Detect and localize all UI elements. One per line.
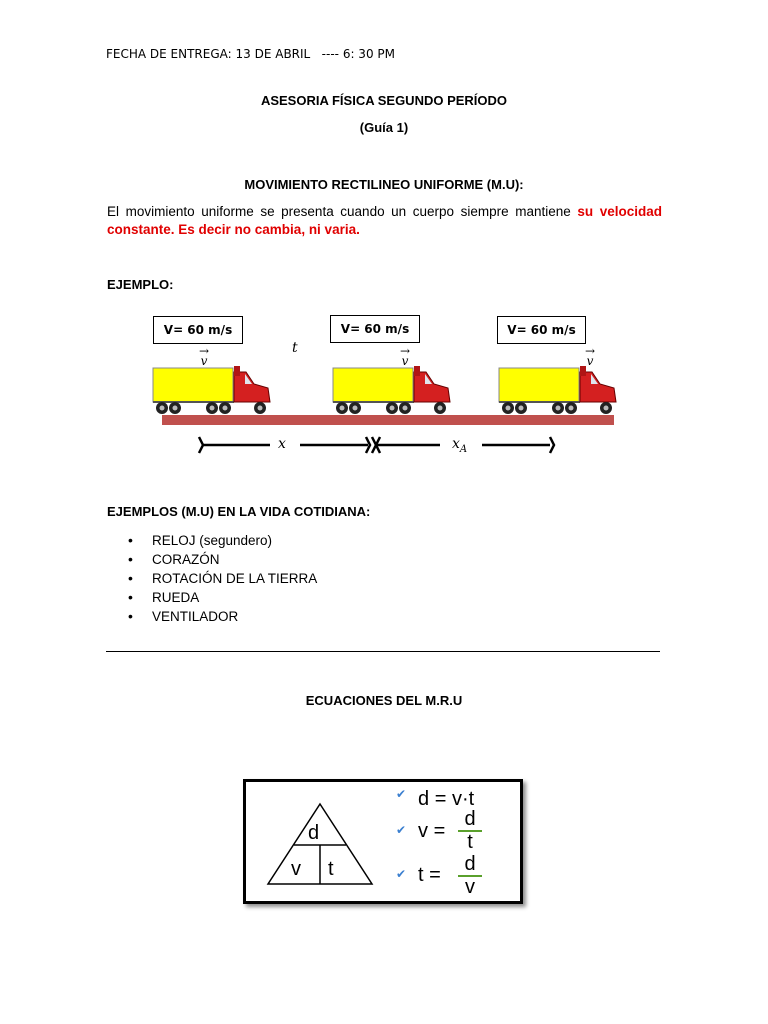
page-title: ASESORIA FÍSICA SEGUNDO PERÍODO (260, 93, 508, 108)
equation-v: v = (418, 820, 446, 842)
fraction-d-over-t: d t (458, 808, 482, 852)
truck-2-icon (330, 360, 455, 416)
equations-heading: ECUACIONES DEL M.R.U (305, 693, 463, 708)
road (162, 415, 614, 425)
list-item: • ROTACIÓN DE LA TIERRA (128, 569, 317, 588)
check-icon: ✔ (396, 823, 407, 837)
time-symbol: t (292, 340, 298, 356)
list-item: • RUEDA (128, 588, 317, 607)
velocity-vector-2: → v (399, 344, 411, 368)
definition-text: El movimiento uniforme se presenta cuando un cuerpo siempre mantiene (107, 204, 578, 219)
speed-label-1: V= 60 m/s (153, 316, 243, 344)
distance-x-label: x (278, 436, 286, 452)
equation-d: d = v·t (418, 788, 475, 810)
section-divider (106, 651, 660, 652)
speed-label-2: V= 60 m/s (330, 315, 420, 343)
daily-examples-heading: EJEMPLOS (M.U) EN LA VIDA COTIDIANA: (107, 504, 371, 519)
triangle-d: d (308, 822, 320, 844)
definition-emphasis: su velocidad constante. Es decir no cambia, ni varia. (107, 204, 662, 237)
definition-paragraph (107, 203, 662, 239)
fraction-d-over-v: d v (458, 853, 482, 897)
guide-label: (Guía 1) (359, 120, 409, 135)
check-icon: ✔ (396, 867, 407, 881)
check-icon: ✔ (396, 787, 407, 801)
velocity-vector-1: → v (198, 344, 210, 368)
formula-box (243, 779, 523, 904)
triangle-t: t (328, 858, 334, 880)
truck-1-icon (150, 360, 275, 416)
equation-t: t = (418, 864, 441, 886)
triangle-v: v (291, 858, 301, 880)
velocity-vector-3: → v (584, 344, 596, 368)
list-item: • CORAZÓN (128, 550, 317, 569)
due-date: FECHA DE ENTREGA: 13 DE ABRIL ---- 6: 30 PM (106, 47, 395, 61)
example-heading: EJEMPLO: (107, 277, 174, 292)
dvt-triangle (264, 800, 376, 888)
list-item: • RELOJ (segundero) (128, 531, 317, 550)
speed-label-3: V= 60 m/s (497, 316, 586, 344)
daily-examples-list (128, 531, 317, 626)
list-item: • VENTILADOR (128, 607, 317, 626)
distance-xa-label: $x_A$ (452, 436, 468, 455)
truck-3-icon (496, 360, 621, 416)
section-heading-mu: MOVIMIENTO RECTILINEO UNIFORME (M.U): (244, 177, 524, 192)
distance-markers (190, 432, 570, 460)
